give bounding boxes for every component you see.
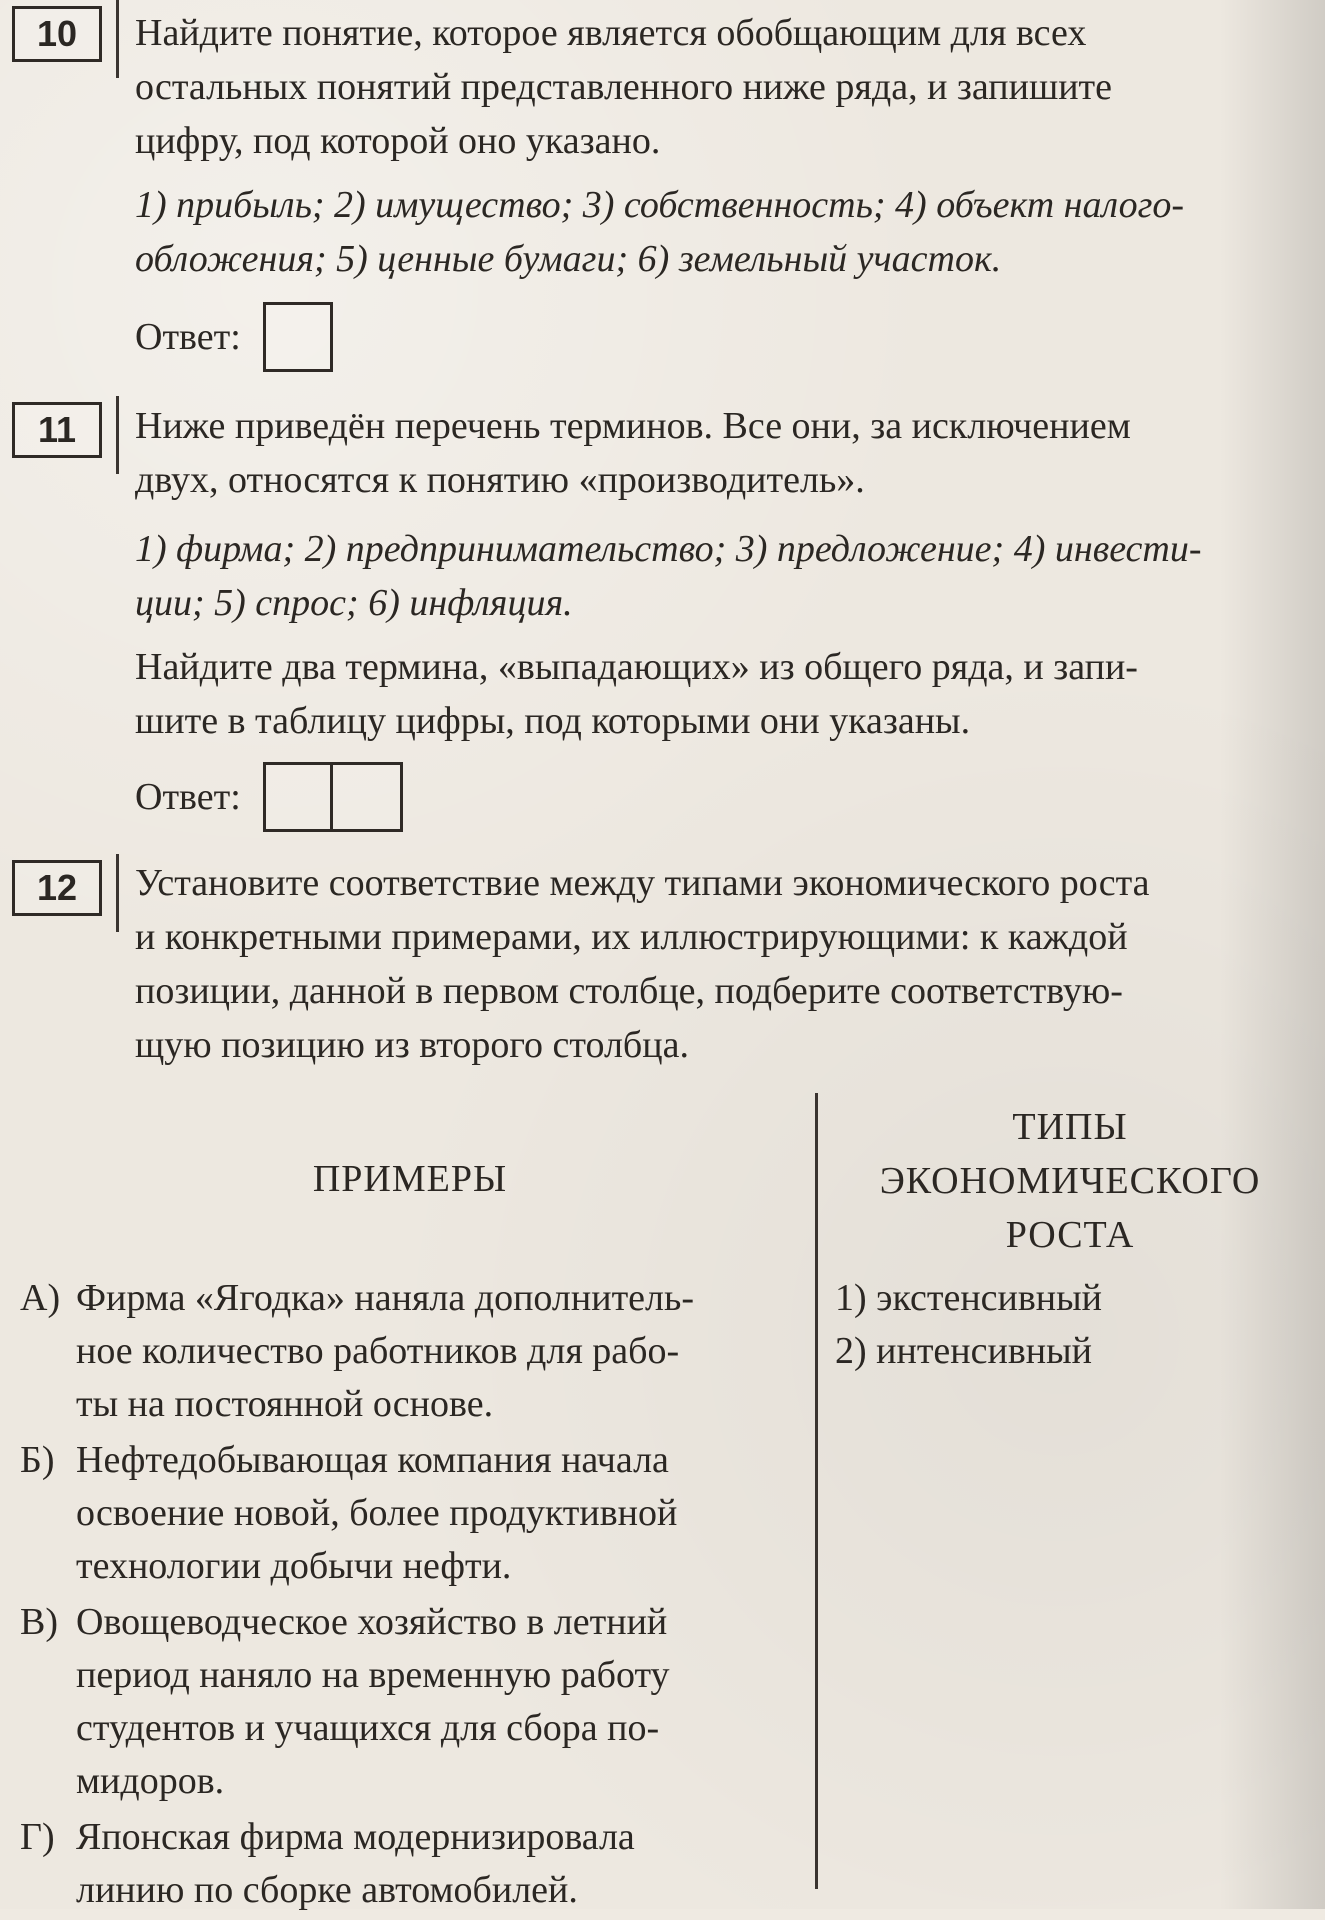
- example-line: ты на постоянной основе.: [76, 1383, 494, 1425]
- example-line: Овощеводческое хозяйство в летний: [76, 1601, 668, 1643]
- example-item: [20, 1811, 800, 1917]
- types-header-line: ЭКОНОМИЧЕСКОГО: [879, 1160, 1261, 1202]
- task-instruction-line: шите в таблицу цифры, под которыми они указаны.: [135, 700, 971, 742]
- types-column-header: [830, 1100, 1310, 1262]
- task-number-box: 11: [12, 402, 102, 458]
- task-text: [135, 6, 1315, 168]
- answer-boxes: [263, 302, 333, 372]
- task-instruction-line: Найдите два термина, «выпадающих» из общего ряда, и запи-: [135, 646, 1138, 688]
- task-text: [135, 856, 1315, 1072]
- task-items: [135, 178, 1315, 286]
- task-text-line: остальных понятий представленного ниже ряда, и запишите: [135, 66, 1113, 108]
- example-text: [76, 1596, 800, 1808]
- example-line: технологии добычи нефти.: [76, 1545, 512, 1587]
- answer-cell[interactable]: [333, 762, 403, 832]
- example-text: [76, 1811, 800, 1917]
- task-number-divider: [116, 396, 119, 474]
- example-line: ное количество работников для рабо-: [76, 1330, 680, 1372]
- example-line: период наняло на временную работу: [76, 1654, 670, 1696]
- example-letter: В): [20, 1601, 58, 1643]
- example-line: студентов и учащихся для сбора по-: [76, 1707, 660, 1749]
- task-items-line: ции; 5) спрос; 6) инфляция.: [135, 582, 573, 624]
- example-text: [76, 1434, 800, 1593]
- example-letter: Б): [20, 1439, 55, 1481]
- column-divider: [815, 1093, 818, 1889]
- example-line: Японская фирма модернизировала: [76, 1816, 635, 1858]
- task-number-box: 10: [12, 6, 102, 62]
- example-item: [20, 1434, 800, 1593]
- types-header-line: ТИПЫ: [1012, 1106, 1128, 1148]
- task-text-line: щую позицию из второго столбца.: [135, 1024, 689, 1066]
- example-line: освоение новой, более продуктивной: [76, 1492, 678, 1534]
- answer-cell[interactable]: [263, 762, 333, 832]
- example-line: линию по сборке автомобилей.: [76, 1869, 578, 1911]
- example-item: [20, 1272, 800, 1431]
- task-number-divider: [116, 0, 119, 78]
- answer-label: Ответ:: [135, 776, 241, 818]
- task-text-line: позиции, данной в первом столбце, подберите соответствую-: [135, 970, 1123, 1012]
- answer-boxes: [263, 762, 403, 832]
- task-text-line: и конкретными примерами, их иллюстрирующими: к каждой: [135, 916, 1128, 958]
- example-letter: А): [20, 1277, 61, 1319]
- task-items: [135, 522, 1315, 630]
- task-text-line: цифру, под которой оно указано.: [135, 120, 661, 162]
- task-number-divider: [116, 854, 119, 932]
- task-items-line: обложения; 5) ценные бумаги; 6) земельный участок.: [135, 238, 1002, 280]
- example-line: мидоров.: [76, 1760, 225, 1802]
- task-text-line: Установите соответствие между типами экономического роста: [135, 862, 1150, 904]
- task-items-line: 1) фирма; 2) предпринимательство; 3) предложение; 4) инвести-: [135, 528, 1202, 570]
- type-item: 1) экстенсивный: [835, 1277, 1103, 1319]
- example-item: [20, 1596, 800, 1808]
- answer-row: [135, 302, 333, 372]
- types-list: [835, 1272, 1305, 1378]
- examples-list: [20, 1272, 800, 1920]
- task-text: [135, 399, 1315, 507]
- task-text-line: двух, относятся к понятию «производитель».: [135, 459, 865, 501]
- task-number-box: 12: [12, 860, 102, 916]
- example-letter: Г): [20, 1816, 55, 1858]
- answer-row: [135, 762, 403, 832]
- example-line: Нефтедобывающая компания начала: [76, 1439, 669, 1481]
- task-text-line: Ниже приведён перечень терминов. Все они, за исключением: [135, 405, 1131, 447]
- answer-cell[interactable]: [263, 302, 333, 372]
- examples-column-header: ПРИМЕРЫ: [312, 1158, 508, 1200]
- task-items-line: 1) прибыль; 2) имущество; 3) собственность; 4) объект налого-: [135, 184, 1185, 226]
- task-instruction: [135, 640, 1315, 748]
- answer-label: Ответ:: [135, 316, 241, 358]
- example-line: Фирма «Ягодка» наняла дополнитель-: [76, 1277, 694, 1319]
- types-header-line: РОСТА: [1005, 1214, 1135, 1256]
- example-text: [76, 1272, 800, 1431]
- task-text-line: Найдите понятие, которое является обобщающим для всех: [135, 12, 1087, 54]
- type-item: 2) интенсивный: [835, 1330, 1092, 1372]
